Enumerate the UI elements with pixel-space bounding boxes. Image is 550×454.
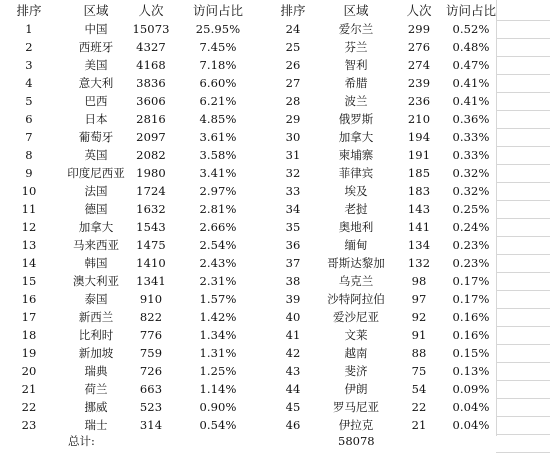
cell-share: 1.31% [199,346,237,360]
cell-rank: 33 [285,184,301,198]
cell-rank: 36 [285,238,301,252]
cell-region: 韩国 [84,256,108,270]
cell-region: 马来西亚 [73,238,119,252]
cell-visits: 314 [139,418,163,432]
cell-region: 越南 [344,346,368,360]
cell-visits: 1475 [136,238,166,252]
cell-visits: 236 [407,94,431,108]
cell-rank: 7 [25,130,33,144]
cell-visits: 776 [139,328,163,342]
cell-share: 0.04% [452,418,490,432]
cell-rank: 12 [21,220,37,234]
cell-region: 文莱 [344,328,368,342]
grid-line [496,398,550,399]
header-share-left: 访问占比 [192,3,243,18]
cell-visits: 98 [411,274,427,288]
cell-region: 日本 [84,112,108,126]
grid-line [496,56,550,57]
cell-rank: 13 [21,238,37,252]
cell-visits: 210 [407,112,431,126]
cell-visits: 663 [139,382,163,396]
cell-region: 伊拉克 [338,418,374,432]
cell-visits: 1632 [136,202,166,216]
cell-share: 7.45% [199,40,237,54]
cell-visits: 88 [411,346,427,360]
cell-visits: 132 [407,256,431,270]
cell-rank: 29 [285,112,301,126]
cell-rank: 39 [285,292,301,306]
cell-share: 0.04% [452,400,490,414]
cell-visits: 1410 [136,256,166,270]
cell-share: 0.90% [199,400,237,414]
cell-region: 比利时 [78,328,114,342]
cell-visits: 91 [411,328,427,342]
cell-region: 菲律宾 [338,166,374,180]
cell-visits: 1980 [136,166,166,180]
cell-visits: 141 [407,220,431,234]
cell-visits: 183 [407,184,431,198]
cell-visits: 523 [139,400,163,414]
cell-region: 新加坡 [78,346,114,360]
header-visits-left: 人次 [138,3,164,18]
cell-share: 1.57% [199,292,237,306]
cell-share: 6.60% [199,76,237,90]
cell-visits: 97 [411,292,427,306]
cell-region: 荷兰 [84,382,108,396]
cell-visits: 3836 [136,76,166,90]
cell-rank: 18 [21,328,37,342]
cell-visits: 191 [407,148,431,162]
cell-rank: 15 [21,274,37,288]
cell-region: 加拿大 [78,220,114,234]
cell-rank: 14 [21,256,37,270]
cell-region: 埃及 [344,184,368,198]
cell-region: 意大利 [78,76,114,90]
cell-share: 2.43% [199,256,237,270]
cell-share: 0.41% [452,76,490,90]
cell-share: 0.23% [452,238,490,252]
grid-line [496,344,550,345]
cell-region: 奥地利 [338,220,374,234]
cell-rank: 43 [285,364,301,378]
cell-visits: 75 [411,364,427,378]
cell-region: 波兰 [344,94,368,108]
cell-region: 挪威 [84,400,108,414]
cell-visits: 143 [407,202,431,216]
cell-share: 3.61% [199,130,237,144]
cell-rank: 32 [285,166,301,180]
grid-line [496,74,550,75]
cell-rank: 40 [285,310,301,324]
cell-rank: 6 [25,112,33,126]
cell-rank: 37 [285,256,301,270]
header-rank-right: 排序 [280,3,306,18]
cell-visits: 274 [407,58,431,72]
cell-region: 哥斯达黎加 [327,256,385,270]
cell-share: 2.81% [199,202,237,216]
cell-rank: 41 [285,328,301,342]
cell-share: 0.13% [452,364,490,378]
cell-region: 老挝 [344,202,368,216]
grid-line [496,416,550,417]
cell-region: 西班牙 [78,40,114,54]
cell-region: 美国 [84,58,108,72]
cell-rank: 28 [285,94,301,108]
total-value: 58078 [338,434,375,448]
cell-rank: 11 [21,202,37,216]
cell-region: 柬埔寨 [338,148,374,162]
cell-share: 0.16% [452,310,490,324]
cell-rank: 24 [285,22,301,36]
cell-visits: 22 [411,400,427,414]
grid-line [496,434,550,435]
cell-visits: 822 [139,310,163,324]
cell-rank: 44 [285,382,301,396]
cell-region: 罗马尼亚 [333,400,379,414]
cell-visits: 54 [411,382,427,396]
cell-rank: 8 [25,148,33,162]
cell-visits: 134 [407,238,431,252]
cell-visits: 4327 [136,40,166,54]
cell-rank: 35 [285,220,301,234]
cell-region: 巴西 [84,94,108,108]
cell-rank: 31 [285,148,301,162]
cell-rank: 4 [25,76,33,90]
grid-line [496,20,550,21]
cell-rank: 10 [21,184,37,198]
cell-rank: 3 [25,58,33,72]
cell-share: 0.17% [452,292,490,306]
cell-share: 25.95% [195,22,241,36]
cell-rank: 5 [25,94,33,108]
cell-region: 澳大利亚 [73,274,119,288]
grid-line [496,452,550,453]
cell-region: 伊朗 [344,382,368,396]
cell-visits: 15073 [132,22,170,36]
cell-visits: 910 [139,292,163,306]
cell-share: 0.33% [452,130,490,144]
cell-region: 加拿大 [338,130,374,144]
cell-share: 0.16% [452,328,490,342]
cell-region: 爱沙尼亚 [333,310,379,324]
grid-line [496,128,550,129]
total-label: 总计: [68,434,95,448]
cell-rank: 22 [21,400,37,414]
cell-share: 1.34% [199,328,237,342]
cell-share: 0.54% [199,418,237,432]
grid-line [496,362,550,363]
cell-rank: 25 [285,40,301,54]
cell-share: 2.54% [199,238,237,252]
cell-visits: 299 [407,22,431,36]
cell-visits: 276 [407,40,431,54]
cell-share: 3.58% [199,148,237,162]
cell-region: 俄罗斯 [338,112,374,126]
cell-rank: 2 [25,40,33,54]
cell-region: 新西兰 [78,310,114,324]
cell-rank: 46 [285,418,301,432]
cell-share: 0.47% [452,58,490,72]
cell-rank: 45 [285,400,301,414]
grid-line [496,272,550,273]
cell-share: 4.85% [199,112,237,126]
cell-share: 1.25% [199,364,237,378]
cell-rank: 30 [285,130,301,144]
cell-region: 泰国 [84,292,108,306]
cell-share: 6.21% [199,94,237,108]
cell-visits: 2097 [136,130,166,144]
cell-region: 希腊 [344,76,368,90]
cell-share: 0.15% [452,346,490,360]
cell-share: 0.32% [452,166,490,180]
cell-visits: 3606 [136,94,166,108]
header-share-right: 访问占比 [445,3,496,18]
grid-line [496,326,550,327]
cell-share: 1.14% [199,382,237,396]
cell-region: 乌克兰 [338,274,374,288]
grid-line [496,308,550,309]
cell-rank: 16 [21,292,37,306]
header-region-right: 区域 [343,3,369,18]
cell-rank: 1 [25,22,33,36]
cell-visits: 4168 [136,58,166,72]
cell-share: 0.41% [452,94,490,108]
cell-share: 0.24% [452,220,490,234]
cell-rank: 38 [285,274,301,288]
cell-region: 印度尼西亚 [67,166,125,180]
grid-line [496,290,550,291]
cell-visits: 1543 [136,220,166,234]
cell-rank: 34 [285,202,301,216]
cell-share: 0.52% [452,22,490,36]
cell-share: 0.48% [452,40,490,54]
cell-region: 智利 [344,58,368,72]
grid-line [496,146,550,147]
cell-region: 法国 [84,184,108,198]
grid-line [496,182,550,183]
cell-share: 0.25% [452,202,490,216]
cell-region: 爱尔兰 [338,22,374,36]
cell-visits: 239 [407,76,431,90]
grid-line [496,164,550,165]
grid-line [496,92,550,93]
cell-region: 葡萄牙 [78,130,114,144]
cell-region: 德国 [84,202,108,216]
cell-share: 7.18% [199,58,237,72]
cell-visits: 1724 [136,184,166,198]
grid-line [496,38,550,39]
grid-line [496,236,550,237]
cell-visits: 2816 [136,112,166,126]
cell-share: 0.09% [452,382,490,396]
cell-region: 英国 [84,148,108,162]
header-rank-left: 排序 [16,3,42,18]
cell-visits: 92 [411,310,427,324]
header-region-left: 区域 [83,3,109,18]
grid-line [496,254,550,255]
cell-rank: 26 [285,58,301,72]
cell-share: 1.42% [199,310,237,324]
cell-region: 斐济 [344,364,368,378]
cell-rank: 23 [21,418,37,432]
cell-region: 瑞士 [84,418,108,432]
cell-rank: 9 [25,166,33,180]
cell-visits: 759 [139,346,163,360]
cell-share: 2.66% [199,220,237,234]
cell-share: 0.33% [452,148,490,162]
cell-region: 缅甸 [344,238,368,252]
cell-visits: 21 [411,418,427,432]
cell-visits: 194 [407,130,431,144]
cell-region: 瑞典 [84,364,108,378]
cell-visits: 2082 [136,148,166,162]
cell-visits: 185 [407,166,431,180]
grid-line [496,380,550,381]
cell-visits: 726 [139,364,163,378]
cell-share: 0.32% [452,184,490,198]
grid-line [496,200,550,201]
cell-rank: 42 [285,346,301,360]
cell-region: 沙特阿拉伯 [327,292,385,306]
cell-rank: 27 [285,76,301,90]
grid-line [496,218,550,219]
cell-share: 3.41% [199,166,237,180]
cell-share: 0.17% [452,274,490,288]
cell-share: 2.97% [199,184,237,198]
cell-rank: 21 [21,382,37,396]
cell-region: 中国 [84,22,108,36]
cell-visits: 1341 [136,274,166,288]
cell-share: 2.31% [199,274,237,288]
cell-rank: 19 [21,346,37,360]
cell-region: 芬兰 [344,40,368,54]
cell-share: 0.23% [452,256,490,270]
header-visits-right: 人次 [406,3,432,18]
grid-line [496,110,550,111]
cell-rank: 20 [21,364,37,378]
cell-share: 0.36% [452,112,490,126]
cell-rank: 17 [21,310,37,324]
